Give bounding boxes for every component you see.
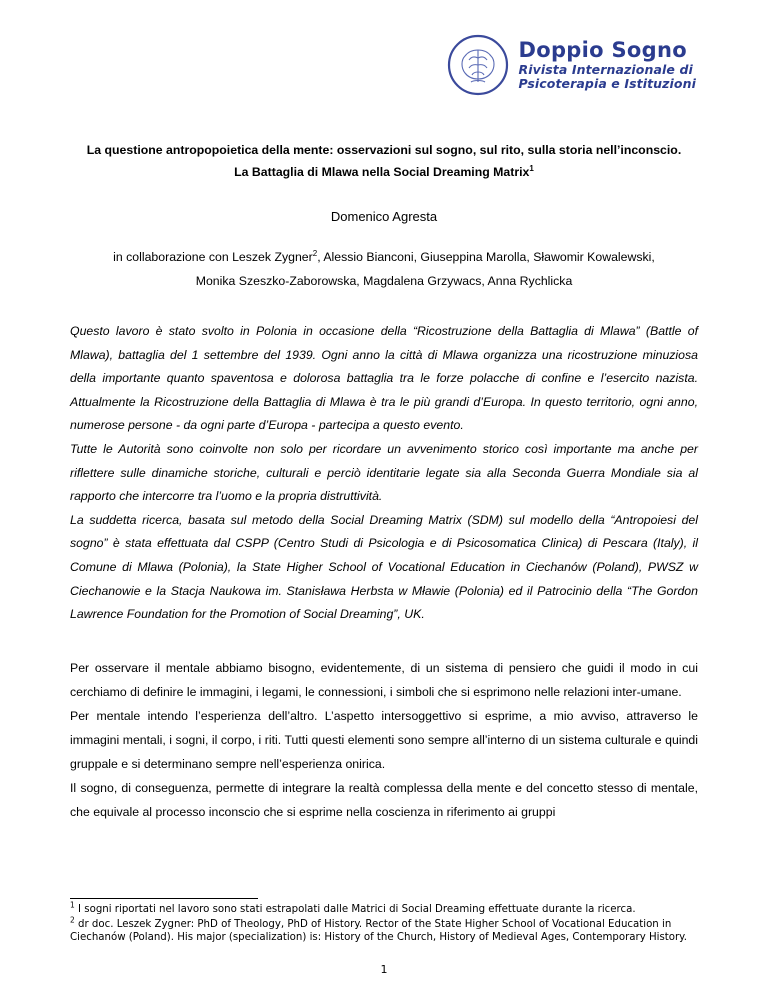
footnote-marker: 2 xyxy=(70,915,75,925)
title-line-2: La Battaglia di Mlawa nella Social Dreaming Matrix xyxy=(234,164,530,179)
collaborator-footnote-marker: 2 xyxy=(312,248,318,258)
page-title xyxy=(70,140,698,183)
footnote-divider xyxy=(70,898,258,899)
footnote-item xyxy=(70,915,698,945)
footnote-text: dr doc. Leszek Zygner: PhD of Theology, PhD of History. Rector of the State Higher School of Vocational Education in Ciechanów (Poland). His major (specialization) is: History of the Church, History of Medieval Ages, Contemporary History. xyxy=(70,918,687,944)
footnote-marker: 1 xyxy=(70,900,75,910)
author-name: Domenico Agresta xyxy=(330,209,438,225)
logo-subtitle-line1: Rivista Internazionale di xyxy=(518,61,693,77)
body-paragraph: Per mentale intendo l’esperienza dell’altro. L’aspetto intersoggettivo si esprime, a mio avviso, attraverso le immagini mentali, i sogni, il corpo, i riti. Tutti questi elementi sono sempre all’interno di un sistema culturale e quindi gruppale e si determinano sempre nell’esperienza onirica. xyxy=(70,708,698,771)
collaborators-prefix: in collaborazione con Leszek Zygner xyxy=(113,250,313,265)
logo-text xyxy=(519,39,697,91)
collaborators-line-2: Monika Szeszko-Zaborowska, Magdalena Grzywacs, Anna Rychlicka xyxy=(195,274,573,288)
title-line-1: La questione antropopoietica della mente: osservazioni sul sogno, sul rito, sulla storia nell’inconscio. xyxy=(86,143,682,157)
abstract xyxy=(70,320,698,627)
collaborators xyxy=(70,246,698,294)
title-line-2-wrap xyxy=(70,162,698,184)
footnote-item xyxy=(70,900,698,917)
journal-logo xyxy=(447,34,697,96)
body-paragraph: Per osservare il mentale abbiamo bisogno, evidentemente, di un sistema di pensiero che guidi il modo in cui cerchiamo di definire le immagini, i legami, le connessioni, i simboli che si esprimono nelle relazioni inter-umane. xyxy=(70,660,698,699)
body-text xyxy=(70,657,698,825)
page-number: 1 xyxy=(380,963,388,976)
abstract-paragraph: Questo lavoro è stato svolto in Polonia in occasione della “Ricostruzione della Battaglia di Mlawa” (Battle of Mlawa), battaglia del 1 settembre del 1939. Ogni anno la città di Mlawa organizza una ricostruzione minuziosa della importante quanto spaventosa e dolorosa battaglia tra le forze polacche di confine e l’esercito nazista. Attualmente la Ricostruzione della Battaglia di Mlawa è tra le più grandi d’Europa. In questo territorio, ogni anno, numerose persone - da ogni parte d’Europa - partecipa a questo evento. xyxy=(70,323,698,433)
masthead xyxy=(70,28,698,102)
body-paragraph: Il sogno, di conseguenza, permette di integrare la realtà complessa della mente e del concetto stesso di mentale, che equivale al processo inconscio che si esprime nella coscienza in riferimento ai gruppi xyxy=(70,780,698,819)
footnote-text: I sogni riportati nel lavoro sono stati estrapolati dalle Matrici di Social Dreaming effettuate durante la ricerca. xyxy=(78,904,636,916)
brain-tree-circle-logo-icon xyxy=(447,34,509,96)
title-footnote-marker: 1 xyxy=(529,163,534,173)
logo-title: Doppio Sogno xyxy=(518,38,687,63)
abstract-paragraph: La suddetta ricerca, basata sul metodo della Social Dreaming Matrix (SDM) sul modello della “Antropoiesi del sogno” è stata effettuata dal CSPP (Centro Studi di Psicologia e di Psicosomatica Clinica) di Pescara (Italy), il Comune di Mlawa (Polonia), la State Higher School of Vocational Education in Ciechanów (Poland), PWSZ w Ciechanowie e la Stacja Naukowa im. Stanisława Herbsta w Mławie (Polonia) ed il Patrocinio della “The Gordon Lawrence Foundation for the Promotion of Social Dreaming”, UK. xyxy=(70,512,698,622)
footnote-area xyxy=(70,898,698,946)
collaborators-line-1-rest: , Alessio Bianconi, Giuseppina Marolla, Sławomir Kowalewski, xyxy=(317,250,655,265)
logo-subtitle-line2: Psicoterapia e Istituzioni xyxy=(518,75,696,91)
abstract-paragraph: Tutte le Autorità sono coinvolte non solo per ricordare un avvenimento storico così importante ma anche per riflettere sulle dinamiche storiche, culturali e perciò identitarie legate sia alla Seconda Guerra Mondiale sia al rapporto che intercorre tra l’uomo e la propria distruttività. xyxy=(70,442,698,504)
